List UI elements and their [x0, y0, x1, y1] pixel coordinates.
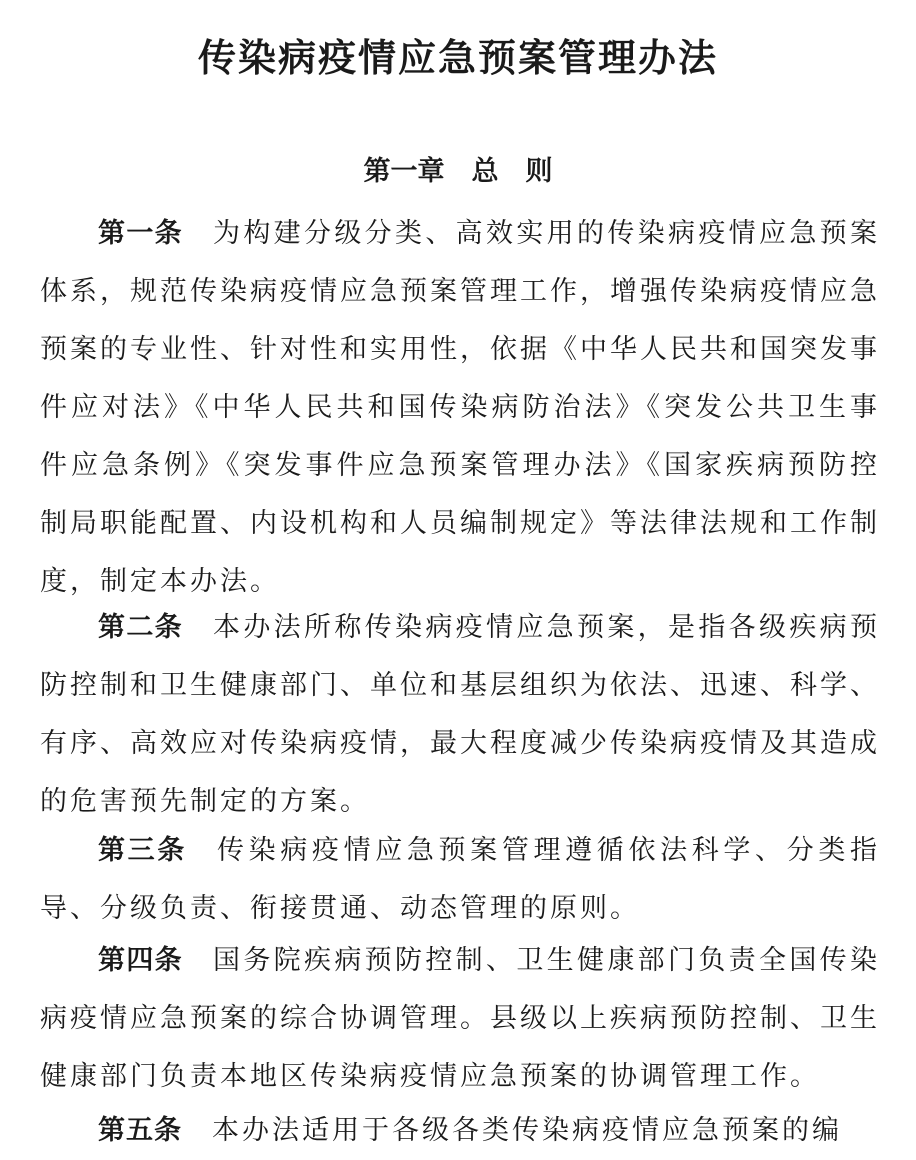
article-1	[40, 205, 880, 611]
article-4-text: 国务院疾病预防控制、卫生健康部门负责全国传染病疫情应急预案的综合协调管理。县级以上疾病预防控制、卫生健康部门负责本地区传染病疫情应急预案的协调管理工作。	[40, 945, 880, 1092]
article-1-number: 第一条	[98, 218, 183, 249]
article-3	[40, 822, 880, 938]
article-5-text: 本办法适用于各级各类传染病疫情应急预案的编	[212, 1115, 842, 1146]
article-2	[40, 599, 880, 831]
article-5-number: 第五条	[98, 1115, 182, 1146]
article-3-number: 第三条	[98, 835, 187, 866]
article-3-text: 传染病疫情应急预案管理遵循依法科学、分类指导、分级负责、衔接贯通、动态管理的原则。	[40, 835, 881, 924]
article-5	[40, 1102, 880, 1160]
article-2-number: 第二条	[98, 612, 183, 643]
article-4-number: 第四条	[98, 945, 183, 976]
article-4	[40, 932, 880, 1106]
chapter-title: 第一章 总 则	[363, 156, 553, 188]
article-1-text: 为构建分级分类、高效实用的传染病疫情应急预案体系，规范传染病疫情应急预案管理工作，增强传染病疫情应急预案的专业性、针对性和实用性，依据《中华人民共和国突发事件应对法》《中华人民共和国传染病防治法》《突发公共卫生事件应急条例》《突发事件应急预案管理办法》《国家疾病预防控制局职能配置、内设机构和人员编制规定》等法律法规和工作制度，制定本办法。	[40, 218, 880, 597]
document-title: 传染病疫情应急预案管理办法	[197, 36, 718, 81]
article-2-text: 本办法所称传染病疫情应急预案，是指各级疾病预防控制和卫生健康部门、单位和基层组织为依法、迅速、科学、有序、高效应对传染病疫情，最大程度减少传染病疫情及其造成的危害预先制定的方案。	[40, 612, 880, 817]
